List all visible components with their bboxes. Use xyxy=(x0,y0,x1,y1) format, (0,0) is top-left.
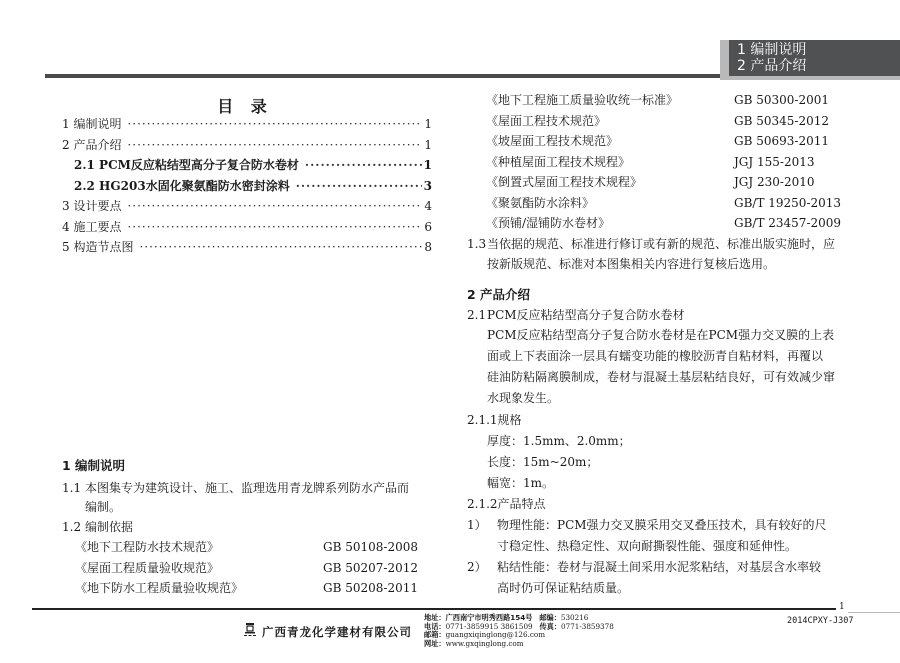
standard-code: JGJ 230-2010 xyxy=(734,175,815,189)
web-label: 网址： xyxy=(424,638,446,648)
page-number: 1 xyxy=(839,602,845,612)
para-1-1-number: 1.1 xyxy=(62,481,82,495)
feature-2-line1: 粘结性能：卷材与混凝土间采用水泥浆粘结，对基层含水率较 xyxy=(497,560,822,574)
standard-row xyxy=(486,193,841,214)
standard-name: 《地下工程防水技术规范》 xyxy=(75,540,220,554)
standard-name: 《地下防水工程质量验收规范》 xyxy=(75,581,244,595)
standard-code: GB 50300-2001 xyxy=(734,93,829,107)
feature-heading: 2.1.2产品特点 xyxy=(467,497,546,511)
toc-item-page: 3 xyxy=(423,178,432,193)
toc-item[interactable] xyxy=(62,114,432,135)
toc-item-label: 4 施工要点 xyxy=(62,219,122,234)
standard-row xyxy=(486,111,841,132)
standard-name: 《坡屋面工程技术规范》 xyxy=(486,134,619,148)
desc-line: PCM反应粘结型高分子复合防水卷材是在PCM强力交叉膜的上表 xyxy=(487,328,835,342)
header-tab-line-1: 1 编制说明 xyxy=(737,42,807,58)
toc-item-page: 1 xyxy=(424,137,432,152)
desc-line: 水现象发生。 xyxy=(487,391,560,405)
para-1-2-number: 1.2 xyxy=(62,520,82,534)
standard-row xyxy=(486,131,841,152)
standard-row xyxy=(75,537,418,558)
phone-label: 电话： xyxy=(424,621,446,631)
spec-length: 长度：15m~20m； xyxy=(487,455,599,469)
standard-name: 《倒置式屋面工程技术规程》 xyxy=(486,175,643,189)
para-1-2-title: 编制依据 xyxy=(85,520,134,534)
standard-code: GB 50693-2011 xyxy=(734,134,829,148)
standard-code: JGJ 155-2013 xyxy=(734,154,815,169)
toc-leader-dots xyxy=(127,114,422,135)
contact-info xyxy=(424,614,614,648)
para-1-1-line1: 本图集专为建筑设计、施工、监理选用青龙牌系列防水产品而 xyxy=(85,481,410,495)
standards-list-left xyxy=(75,537,418,599)
bottom-rule-light xyxy=(848,612,900,613)
desc-line: 面或上下表面涂一层具有蠕变功能的橡胶沥青自粘材料，再覆以 xyxy=(487,349,824,363)
toc-title: 目 录 xyxy=(217,97,273,116)
header-tab-line-2: 2 产品介绍 xyxy=(737,58,807,74)
standard-code: GB 50207-2012 xyxy=(323,560,418,575)
para-1-1-line2: 编制。 xyxy=(85,500,122,514)
standard-row xyxy=(486,213,841,234)
postcode-value: 530216 xyxy=(560,613,589,622)
toc-item-label: 2 产品介绍 xyxy=(62,137,122,152)
fax-value: 0771-3859378 xyxy=(561,621,614,631)
spec-thickness: 厚度：1.5mm、2.0mm； xyxy=(487,434,631,448)
standard-row xyxy=(75,578,418,599)
toc-item-page: 4 xyxy=(424,199,432,213)
email-link[interactable]: guangxiqinglong@126.com xyxy=(445,630,546,640)
section-1-heading: 1 编制说明 xyxy=(62,458,126,473)
standard-code: GB/T 19250-2013 xyxy=(734,195,842,210)
para-1-3-line1: 当依据的规范、标准进行修订或有新的规范、标准出版实施时，应 xyxy=(487,237,836,251)
toc-leader-dots xyxy=(127,196,422,217)
para-1-3-number: 1.3 xyxy=(467,237,487,251)
standards-list-right xyxy=(486,90,841,234)
toc-leader-dots xyxy=(127,217,422,238)
document-code: 2014CPXY-J307 xyxy=(787,616,854,626)
toc-item[interactable] xyxy=(62,155,432,176)
sub-2-1-number: 2.1 xyxy=(467,308,487,322)
standard-row xyxy=(75,558,418,579)
standard-name: 《屋面工程技术规范》 xyxy=(486,113,607,128)
toc-item[interactable] xyxy=(62,217,432,238)
standard-code: GB 50208-2011 xyxy=(323,581,418,595)
spec-width: 幅宽：1m。 xyxy=(487,476,555,490)
standard-name: 《屋面工程质量验收规范》 xyxy=(75,560,220,575)
address-label: 地址： xyxy=(424,613,446,622)
feature-1-number: 1） xyxy=(467,518,487,532)
standard-name: 《种植屋面工程技术规程》 xyxy=(486,154,631,169)
contact-web-line xyxy=(424,640,614,649)
toc-item-label: 2.2 HG203水固化聚氨酯防水密封涂料 xyxy=(74,178,290,193)
toc-leader-dots xyxy=(139,237,422,258)
section-2-heading: 2 产品介绍 xyxy=(467,287,531,302)
toc-item[interactable] xyxy=(62,135,432,156)
standard-name: 《预铺/湿铺防水卷材》 xyxy=(486,216,611,230)
toc-item-label: 3 设计要点 xyxy=(62,199,122,213)
standard-code: GB 50108-2008 xyxy=(323,540,418,554)
feature-1-line2: 寸稳定性、热稳定性、双向耐撕裂性能、强度和延伸性。 xyxy=(497,539,798,553)
feature-2-line2: 高时仍可保证粘结质量。 xyxy=(497,581,630,595)
toc-leader-dots xyxy=(127,135,422,156)
toc-item-label: 2.1 PCM反应粘结型高分子复合防水卷材 xyxy=(74,158,299,172)
para-1-3-line2: 按新版规范、标准对本图集相关内容进行复核后选用。 xyxy=(487,257,776,271)
standard-row xyxy=(486,90,841,111)
company-logo-icon xyxy=(244,622,256,638)
top-rule xyxy=(45,74,721,78)
toc-leader-dots xyxy=(305,155,422,176)
bottom-rule xyxy=(32,608,836,610)
fax-label: 传真： xyxy=(539,621,562,631)
sub-2-1-title: PCM反应粘结型高分子复合防水卷材 xyxy=(487,308,685,322)
email-label: 邮箱： xyxy=(424,630,446,640)
company-name: 广西青龙化学建材有限公司 xyxy=(262,625,412,639)
toc-leader-dots xyxy=(296,176,422,197)
standard-name: 《地下工程施工质量验收统一标准》 xyxy=(486,93,679,107)
header-section-tab xyxy=(729,40,900,76)
standard-name: 《聚氨酯防水涂料》 xyxy=(486,195,595,210)
phone-value: 0771-3859915 3861509 xyxy=(445,621,533,631)
table-of-contents xyxy=(62,114,432,258)
address-value: 广西南宁市明秀西路154号 xyxy=(445,613,533,622)
toc-item-label: 5 构造节点图 xyxy=(62,240,134,254)
toc-item-page: 6 xyxy=(424,219,432,234)
toc-item-label: 1 编制说明 xyxy=(62,117,122,131)
feature-2-number: 2） xyxy=(467,560,487,574)
toc-item[interactable] xyxy=(62,196,432,217)
toc-item-page: 8 xyxy=(424,240,432,254)
toc-item[interactable] xyxy=(62,176,432,197)
desc-line: 硅油防粘隔离膜制成，卷材与混凝土基层粘结良好，可有效减少窜 xyxy=(487,370,836,384)
website-link[interactable]: www.gxqinglong.com xyxy=(445,638,524,648)
toc-item-page: 1 xyxy=(424,117,432,131)
standard-row xyxy=(486,172,841,193)
standard-code: GB/T 23457-2009 xyxy=(734,216,842,230)
toc-item-page: 1 xyxy=(423,158,432,172)
postcode-label: 邮编： xyxy=(539,613,561,622)
toc-item[interactable] xyxy=(62,237,432,258)
feature-1-line1: 物理性能：PCM强力交叉膜采用交叉叠压技术，具有较好的尺 xyxy=(497,518,827,532)
spec-heading: 2.1.1规格 xyxy=(467,413,522,427)
standard-row xyxy=(486,152,841,173)
standard-code: GB 50345-2012 xyxy=(734,113,829,128)
